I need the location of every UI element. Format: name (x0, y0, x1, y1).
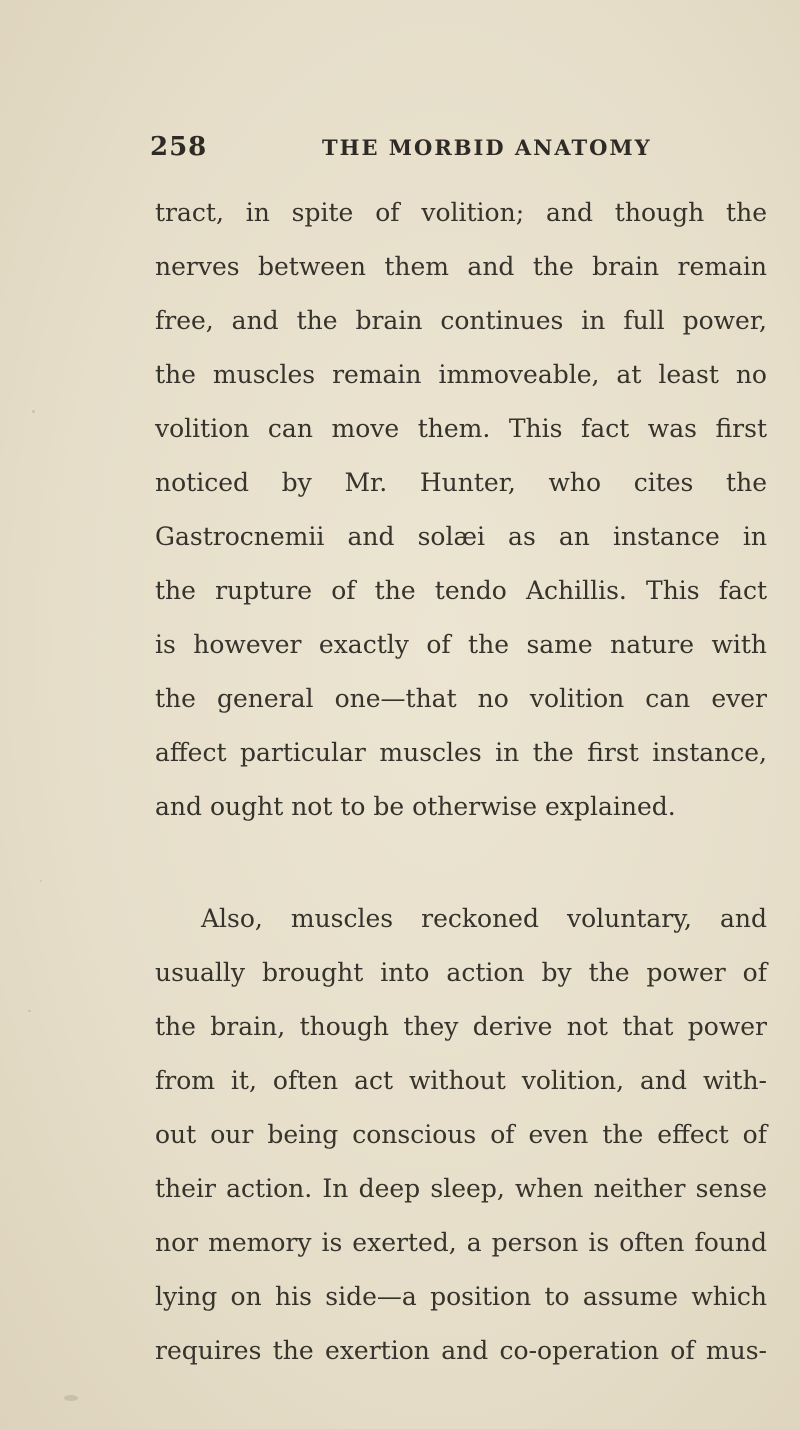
text-line: free, and the brain continues in full power, (155, 306, 767, 335)
text-line: Also, muscles reckoned voluntary, and (201, 904, 767, 933)
text-line: the general one—that no volition can ever (155, 684, 767, 713)
text-line: nor memory is exerted, a person is often found (155, 1228, 767, 1257)
text-line: the rupture of the tendo Achillis. This fact (155, 576, 767, 605)
text-line: affect particular muscles in the first instance, (155, 738, 767, 767)
text-line: noticed by Mr. Hunter, who cites the (155, 468, 767, 497)
paragraph (155, 892, 767, 1378)
text-line: volition can move them. This fact was first (155, 414, 767, 443)
paper-speck (32, 410, 35, 413)
text-line: nerves between them and the brain remain (155, 252, 767, 281)
page-header (0, 132, 800, 168)
text-line: out our being conscious of even the effect of (155, 1120, 767, 1149)
body-text (155, 186, 767, 1378)
paragraph-gap (155, 834, 767, 892)
paper-speck (40, 880, 42, 882)
text-line: and ought not to be otherwise explained. (155, 792, 676, 821)
text-line: tract, in spite of volition; and though the (155, 198, 767, 227)
paragraph (155, 186, 767, 834)
text-line: from it, often act without volition, and with- (155, 1066, 767, 1095)
text-line: Gastrocnemii and solæi as an instance in (155, 522, 767, 551)
text-line: requires the exertion and co-operation of mus- (155, 1336, 767, 1365)
text-line: their action. In deep sleep, when neither sense (155, 1174, 767, 1203)
page-number: 258 (150, 132, 208, 162)
paper-speck (28, 1010, 31, 1012)
text-line: is however exactly of the same nature with (155, 630, 767, 659)
text-line: usually brought into action by the power of (155, 958, 767, 987)
text-line: the brain, though they derive not that power (155, 1012, 767, 1041)
running-head: THE MORBID ANATOMY (322, 135, 652, 160)
paper-speck (64, 1395, 78, 1401)
text-line: lying on his side—a position to assume which (155, 1282, 767, 1311)
text-line: the muscles remain immoveable, at least no (155, 360, 767, 389)
